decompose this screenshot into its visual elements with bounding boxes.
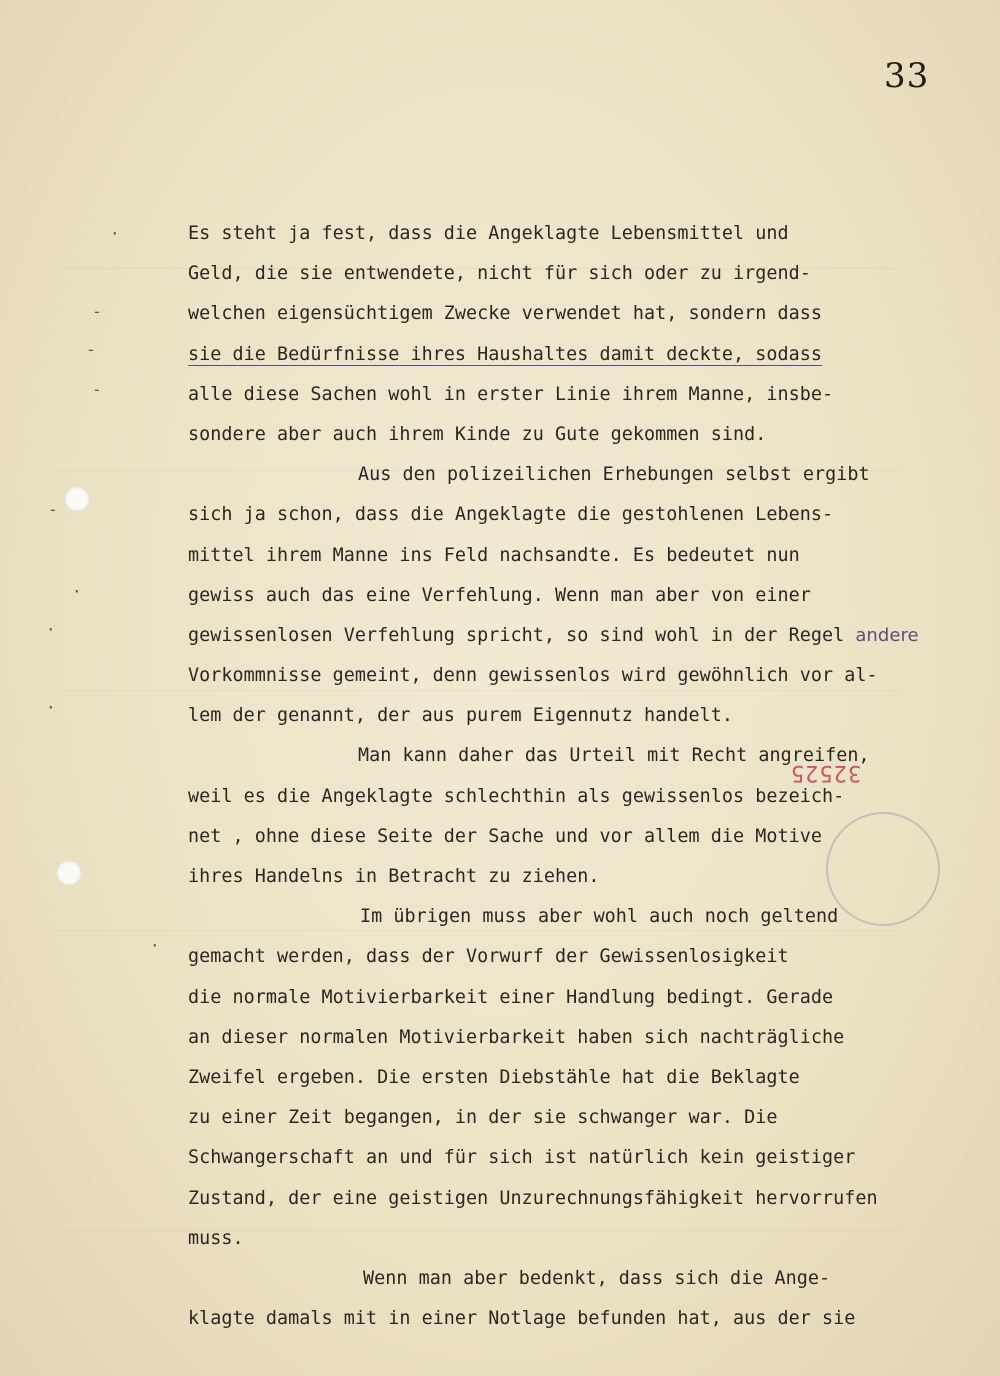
text-line: Vorkommnisse gemeint, denn gewissenlos wird gewöhnlich vor al- [188, 665, 878, 687]
text-line: Im übrigen muss aber wohl auch noch geltend [360, 906, 839, 928]
margin-dash: - [48, 500, 58, 519]
punch-hole [64, 486, 90, 512]
page-number: 33 [884, 56, 930, 96]
margin-dot: · [110, 224, 120, 243]
text-line: Zweifel ergeben. Die ersten Diebstähle hat die Beklagte [188, 1066, 800, 1088]
text-line: Zustand, der eine geistigen Unzurechnungsfähigkeit hervorrufen [188, 1187, 878, 1209]
margin-dash: - [86, 340, 96, 359]
archive-stamp-number: 32525 [790, 760, 862, 785]
text-line: gewiss auch das eine Verfehlung. Wenn man aber von einer [188, 584, 811, 606]
margin-dot: · [150, 936, 160, 955]
text-line: Aus den polizeilichen Erhebungen selbst ergibt [358, 464, 870, 486]
text-line: gemacht werden, dass der Vorwurf der Gewissenlosigkeit [188, 946, 789, 968]
text-line: alle diese Sachen wohl in erster Linie ihrem Manne, insbe- [188, 383, 834, 405]
text-line: an dieser normalen Motivierbarkeit haben sich nachträgliche [188, 1026, 845, 1048]
text-line: Geld, die sie entwendete, nicht für sich oder zu irgend- [188, 263, 811, 285]
text-line: zu einer Zeit begangen, in der sie schwanger war. Die [188, 1107, 778, 1129]
text-line: mittel ihrem Manne ins Feld nachsandte. Es bedeutet nun [188, 544, 800, 566]
margin-dot: · [46, 620, 56, 639]
margin-dash: - [92, 302, 102, 321]
margin-dash: - [92, 380, 102, 399]
margin-dot: · [72, 582, 82, 601]
margin-dot: · [46, 698, 56, 717]
text-line: klagte damals mit in einer Notlage befunden hat, aus der sie [188, 1308, 856, 1330]
text-line: ihres Handelns in Betracht zu ziehen. [188, 866, 600, 887]
text-line: Wenn man aber bedenkt, dass sich die Ange- [363, 1267, 831, 1289]
text-line: sie die Bedürfnisse ihres Haushaltes damit deckte, sodass [188, 343, 822, 365]
text-line: die normale Motivierbarkeit einer Handlung bedingt. Gerade [188, 986, 834, 1008]
handwritten-margin-note: andere [855, 624, 919, 646]
text-line [188, 616, 919, 656]
text-line: weil es die Angeklagte schlechthin als gewissenlos bezeich- [188, 785, 845, 807]
text-line: welchen eigensüchtigem Zwecke verwendet hat, sondern dass [188, 303, 822, 325]
text-line: Man kann daher das Urteil mit Recht angreifen, [358, 745, 870, 767]
text-line: lem der genannt, der aus purem Eigennutz handelt. [188, 705, 733, 727]
text-line: net , ohne diese Seite der Sache und vor allem die Motive [188, 825, 822, 847]
document-body [188, 214, 919, 1339]
text-line: Es steht ja fest, dass die Angeklagte Lebensmittel und [188, 223, 789, 244]
text-line-content: gewissenlosen Verfehlung spricht, so sind wohl in der Regel [188, 624, 845, 646]
punch-hole [56, 860, 82, 886]
text-line: muss. [188, 1227, 244, 1249]
text-line: sich ja schon, dass die Angeklagte die gestohlenen Lebens- [188, 504, 834, 526]
text-line: sondere aber auch ihrem Kinde zu Gute gekommen sind. [188, 423, 767, 445]
text-line: Schwangerschaft an und für sich ist natürlich kein geistiger [188, 1147, 856, 1169]
